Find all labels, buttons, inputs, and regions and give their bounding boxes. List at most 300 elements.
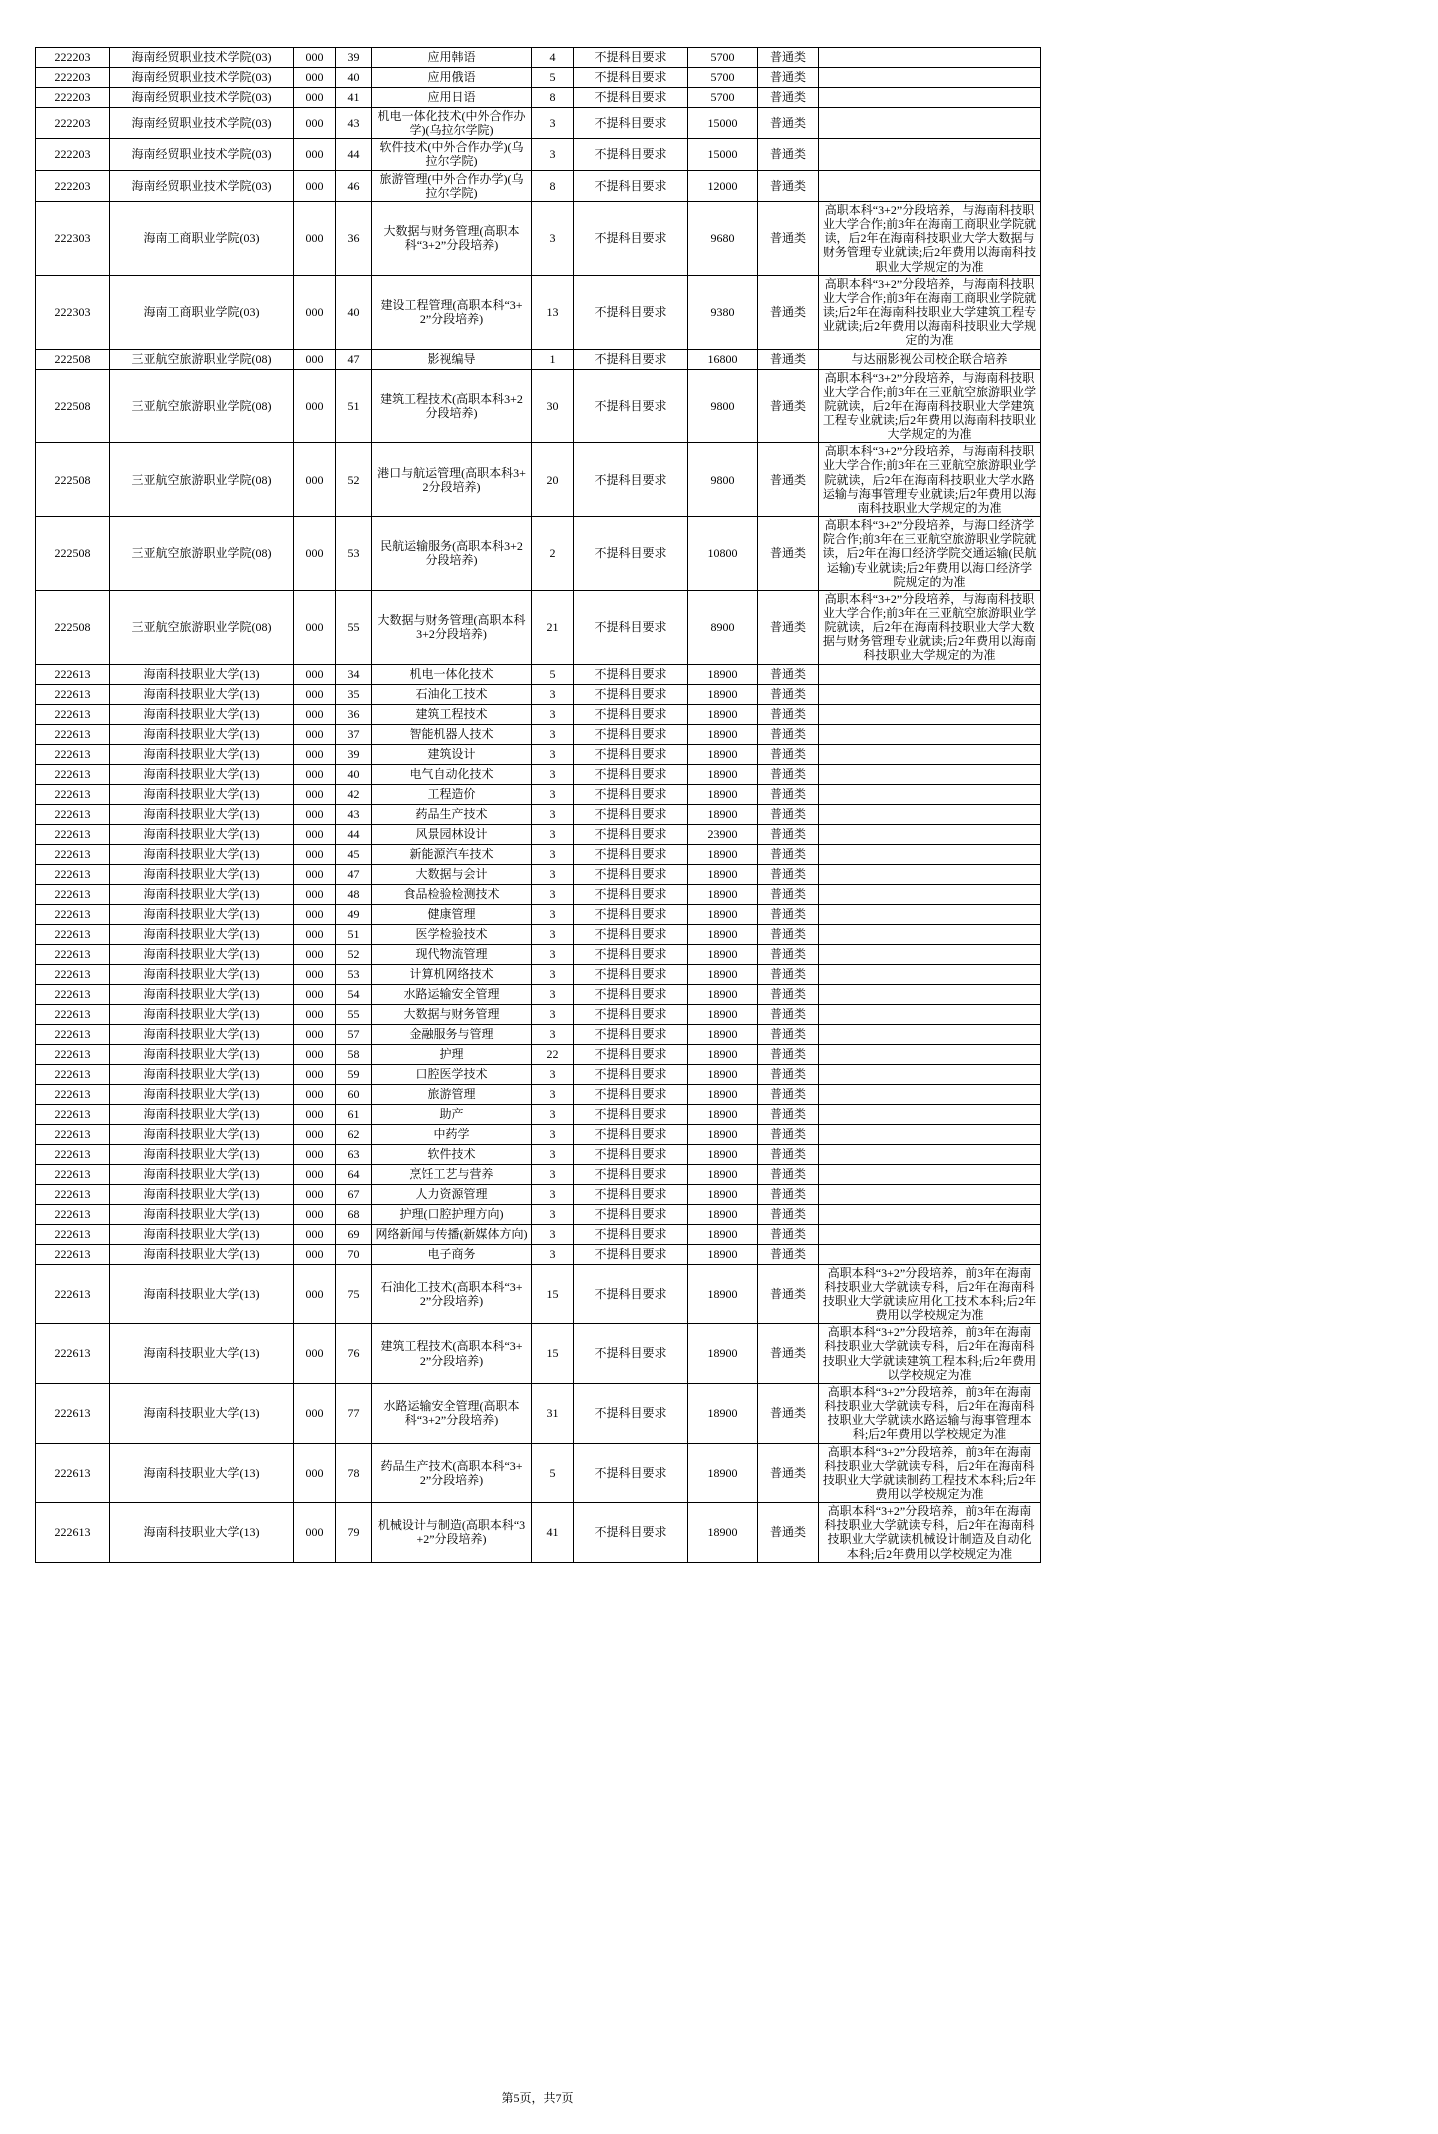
- tuition-cell: 18900: [688, 784, 758, 804]
- batch-code-cell: 000: [294, 1024, 336, 1044]
- college-name-cell: 海南科技职业大学(13): [110, 844, 294, 864]
- college-name-cell: 海南科技职业大学(13): [110, 1024, 294, 1044]
- college-name-cell: 海南科技职业大学(13): [110, 744, 294, 764]
- remark-cell: [819, 1204, 1041, 1224]
- batch-code-cell: 000: [294, 764, 336, 784]
- plan-count-cell: 30: [532, 369, 574, 443]
- college-code-cell: 222613: [36, 764, 110, 784]
- tuition-cell: 18900: [688, 884, 758, 904]
- college-code-cell: 222613: [36, 1124, 110, 1144]
- college-code-cell: 222613: [36, 864, 110, 884]
- major-code-cell: 53: [336, 964, 372, 984]
- remark-cell: [819, 704, 1041, 724]
- batch-code-cell: 000: [294, 1503, 336, 1563]
- major-code-cell: 51: [336, 369, 372, 443]
- major-code-cell: 40: [336, 764, 372, 784]
- college-code-cell: 222613: [36, 684, 110, 704]
- college-code-cell: 222613: [36, 784, 110, 804]
- batch-code-cell: 000: [294, 68, 336, 88]
- remark-cell: [819, 764, 1041, 784]
- plan-count-cell: 3: [532, 944, 574, 964]
- category-cell: 普通类: [758, 1184, 819, 1204]
- category-cell: 普通类: [758, 864, 819, 884]
- college-code-cell: 222613: [36, 724, 110, 744]
- tuition-cell: 18900: [688, 864, 758, 884]
- plan-count-cell: 4: [532, 48, 574, 68]
- tuition-cell: 15000: [688, 139, 758, 170]
- subject-requirement-cell: 不提科目要求: [574, 349, 688, 369]
- college-name-cell: 海南科技职业大学(13): [110, 724, 294, 744]
- page-number: 第5页，共7页: [501, 2091, 574, 2105]
- remark-cell: [819, 1044, 1041, 1064]
- major-name-cell: 影视编导: [372, 349, 532, 369]
- tuition-cell: 18900: [688, 1144, 758, 1164]
- category-cell: 普通类: [758, 170, 819, 201]
- batch-code-cell: 000: [294, 517, 336, 591]
- category-cell: 普通类: [758, 139, 819, 170]
- college-name-cell: 海南科技职业大学(13): [110, 1104, 294, 1124]
- table-row: [36, 1124, 1041, 1144]
- college-code-cell: 222203: [36, 68, 110, 88]
- major-code-cell: 49: [336, 904, 372, 924]
- batch-code-cell: 000: [294, 1164, 336, 1184]
- college-code-cell: 222613: [36, 664, 110, 684]
- college-name-cell: 海南科技职业大学(13): [110, 924, 294, 944]
- tuition-cell: 15000: [688, 108, 758, 139]
- major-name-cell: 智能机器人技术: [372, 724, 532, 744]
- remark-cell: [819, 864, 1041, 884]
- college-name-cell: 三亚航空旅游职业学院(08): [110, 369, 294, 443]
- plan-count-cell: 3: [532, 1124, 574, 1144]
- remark-cell: [819, 1224, 1041, 1244]
- tuition-cell: 18900: [688, 1084, 758, 1104]
- subject-requirement-cell: 不提科目要求: [574, 664, 688, 684]
- batch-code-cell: 000: [294, 664, 336, 684]
- subject-requirement-cell: 不提科目要求: [574, 784, 688, 804]
- college-code-cell: 222508: [36, 349, 110, 369]
- category-cell: 普通类: [758, 984, 819, 1004]
- college-name-cell: 海南工商职业学院(03): [110, 275, 294, 349]
- plan-count-cell: 3: [532, 201, 574, 275]
- plan-table: [35, 47, 1041, 1563]
- tuition-cell: 18900: [688, 724, 758, 744]
- college-code-cell: 222613: [36, 884, 110, 904]
- plan-count-cell: 3: [532, 824, 574, 844]
- major-code-cell: 44: [336, 824, 372, 844]
- major-code-cell: 55: [336, 590, 372, 664]
- tuition-cell: 16800: [688, 349, 758, 369]
- subject-requirement-cell: 不提科目要求: [574, 944, 688, 964]
- tuition-cell: 18900: [688, 764, 758, 784]
- batch-code-cell: 000: [294, 48, 336, 68]
- major-code-cell: 54: [336, 984, 372, 1004]
- college-code-cell: 222613: [36, 1244, 110, 1264]
- table-row: [36, 68, 1041, 88]
- subject-requirement-cell: 不提科目要求: [574, 443, 688, 517]
- table-row: [36, 369, 1041, 443]
- table-row: [36, 1244, 1041, 1264]
- college-code-cell: 222613: [36, 944, 110, 964]
- batch-code-cell: 000: [294, 884, 336, 904]
- category-cell: 普通类: [758, 884, 819, 904]
- major-code-cell: 36: [336, 201, 372, 275]
- tuition-cell: 18900: [688, 1004, 758, 1024]
- major-name-cell: 网络新闻与传播(新媒体方向): [372, 1224, 532, 1244]
- batch-code-cell: 000: [294, 1204, 336, 1224]
- category-cell: 普通类: [758, 517, 819, 591]
- college-code-cell: 222613: [36, 1064, 110, 1084]
- remark-cell: [819, 784, 1041, 804]
- tuition-cell: 18900: [688, 1044, 758, 1064]
- table-row: [36, 1503, 1041, 1563]
- remark-cell: [819, 1104, 1041, 1124]
- major-code-cell: 63: [336, 1144, 372, 1164]
- table-row: [36, 784, 1041, 804]
- college-code-cell: 222203: [36, 48, 110, 68]
- subject-requirement-cell: 不提科目要求: [574, 704, 688, 724]
- category-cell: 普通类: [758, 1104, 819, 1124]
- major-name-cell: 机电一体化技术: [372, 664, 532, 684]
- college-name-cell: 海南经贸职业技术学院(03): [110, 139, 294, 170]
- college-name-cell: 海南科技职业大学(13): [110, 904, 294, 924]
- college-code-cell: 222613: [36, 1383, 110, 1443]
- table-row: [36, 684, 1041, 704]
- college-name-cell: 海南科技职业大学(13): [110, 1264, 294, 1324]
- batch-code-cell: 000: [294, 590, 336, 664]
- college-code-cell: 222203: [36, 170, 110, 201]
- major-name-cell: 计算机网络技术: [372, 964, 532, 984]
- major-name-cell: 人力资源管理: [372, 1184, 532, 1204]
- category-cell: 普通类: [758, 1503, 819, 1563]
- college-name-cell: 海南经贸职业技术学院(03): [110, 170, 294, 201]
- plan-count-cell: 8: [532, 88, 574, 108]
- college-name-cell: 海南科技职业大学(13): [110, 884, 294, 904]
- remark-cell: 高职本科“3+2”分段培养，前3年在海南科技职业大学就读专科，后2年在海南科技职业大学就读水路运输与海事管理本科;后2年费用以学校规定为准: [819, 1383, 1041, 1443]
- major-name-cell: 食品检验检测技术: [372, 884, 532, 904]
- major-name-cell: 建筑工程技术: [372, 704, 532, 724]
- category-cell: 普通类: [758, 804, 819, 824]
- major-name-cell: 建筑工程技术(高职本科“3+2”分段培养): [372, 1324, 532, 1384]
- major-name-cell: 电子商务: [372, 1244, 532, 1264]
- plan-count-cell: 3: [532, 1144, 574, 1164]
- table-row: [36, 864, 1041, 884]
- plan-count-cell: 15: [532, 1264, 574, 1324]
- college-code-cell: 222303: [36, 201, 110, 275]
- category-cell: 普通类: [758, 1443, 819, 1503]
- tuition-cell: 5700: [688, 48, 758, 68]
- subject-requirement-cell: 不提科目要求: [574, 275, 688, 349]
- tuition-cell: 18900: [688, 924, 758, 944]
- subject-requirement-cell: 不提科目要求: [574, 1124, 688, 1144]
- college-name-cell: 海南经贸职业技术学院(03): [110, 68, 294, 88]
- table-row: [36, 1024, 1041, 1044]
- college-name-cell: 三亚航空旅游职业学院(08): [110, 349, 294, 369]
- category-cell: 普通类: [758, 764, 819, 784]
- college-name-cell: 海南科技职业大学(13): [110, 1164, 294, 1184]
- table-row: [36, 1104, 1041, 1124]
- table-row: [36, 804, 1041, 824]
- plan-count-cell: 3: [532, 1204, 574, 1224]
- batch-code-cell: 000: [294, 984, 336, 1004]
- category-cell: 普通类: [758, 369, 819, 443]
- major-code-cell: 47: [336, 349, 372, 369]
- category-cell: 普通类: [758, 1024, 819, 1044]
- college-name-cell: 三亚航空旅游职业学院(08): [110, 517, 294, 591]
- major-code-cell: 69: [336, 1224, 372, 1244]
- college-code-cell: 222613: [36, 1104, 110, 1124]
- subject-requirement-cell: 不提科目要求: [574, 804, 688, 824]
- college-name-cell: 海南科技职业大学(13): [110, 684, 294, 704]
- major-name-cell: 助产: [372, 1104, 532, 1124]
- college-code-cell: 222613: [36, 984, 110, 1004]
- category-cell: 普通类: [758, 1144, 819, 1164]
- major-name-cell: 大数据与会计: [372, 864, 532, 884]
- tuition-cell: 18900: [688, 1104, 758, 1124]
- major-name-cell: 建筑工程技术(高职本科3+2分段培养): [372, 369, 532, 443]
- table-row: [36, 1184, 1041, 1204]
- plan-count-cell: 3: [532, 1244, 574, 1264]
- subject-requirement-cell: 不提科目要求: [574, 964, 688, 984]
- plan-count-cell: 20: [532, 443, 574, 517]
- table-row: [36, 1164, 1041, 1184]
- batch-code-cell: 000: [294, 443, 336, 517]
- table-row: [36, 1264, 1041, 1324]
- major-code-cell: 75: [336, 1264, 372, 1324]
- subject-requirement-cell: 不提科目要求: [574, 1164, 688, 1184]
- category-cell: 普通类: [758, 904, 819, 924]
- batch-code-cell: 000: [294, 1443, 336, 1503]
- remark-cell: 高职本科“3+2”分段培养，前3年在海南科技职业大学就读专科，后2年在海南科技职业大学就读制药工程技术本科;后2年费用以学校规定为准: [819, 1443, 1041, 1503]
- batch-code-cell: 000: [294, 1064, 336, 1084]
- college-code-cell: 222613: [36, 1144, 110, 1164]
- table-row: [36, 944, 1041, 964]
- college-code-cell: 222613: [36, 844, 110, 864]
- college-name-cell: 海南科技职业大学(13): [110, 944, 294, 964]
- table-row: [36, 275, 1041, 349]
- plan-count-cell: 3: [532, 1064, 574, 1084]
- plan-count-cell: 41: [532, 1503, 574, 1563]
- category-cell: 普通类: [758, 88, 819, 108]
- major-code-cell: 44: [336, 139, 372, 170]
- batch-code-cell: 000: [294, 944, 336, 964]
- subject-requirement-cell: 不提科目要求: [574, 684, 688, 704]
- subject-requirement-cell: 不提科目要求: [574, 1224, 688, 1244]
- subject-requirement-cell: 不提科目要求: [574, 1204, 688, 1224]
- batch-code-cell: 000: [294, 1004, 336, 1024]
- subject-requirement-cell: 不提科目要求: [574, 108, 688, 139]
- major-name-cell: 软件技术(中外合作办学)(乌拉尔学院): [372, 139, 532, 170]
- major-name-cell: 民航运输服务(高职本科3+2分段培养): [372, 517, 532, 591]
- college-name-cell: 海南科技职业大学(13): [110, 1144, 294, 1164]
- batch-code-cell: 000: [294, 844, 336, 864]
- plan-count-cell: 22: [532, 1044, 574, 1064]
- college-code-cell: 222203: [36, 139, 110, 170]
- batch-code-cell: 000: [294, 1244, 336, 1264]
- college-code-cell: 222203: [36, 108, 110, 139]
- subject-requirement-cell: 不提科目要求: [574, 170, 688, 201]
- table-row: [36, 984, 1041, 1004]
- subject-requirement-cell: 不提科目要求: [574, 48, 688, 68]
- category-cell: 普通类: [758, 1224, 819, 1244]
- major-code-cell: 79: [336, 1503, 372, 1563]
- batch-code-cell: 000: [294, 170, 336, 201]
- college-name-cell: 海南科技职业大学(13): [110, 804, 294, 824]
- major-name-cell: 药品生产技术: [372, 804, 532, 824]
- batch-code-cell: 000: [294, 201, 336, 275]
- plan-count-cell: 3: [532, 984, 574, 1004]
- table-row: [36, 664, 1041, 684]
- major-code-cell: 77: [336, 1383, 372, 1443]
- category-cell: 普通类: [758, 1164, 819, 1184]
- remark-cell: [819, 1024, 1041, 1044]
- batch-code-cell: 000: [294, 804, 336, 824]
- subject-requirement-cell: 不提科目要求: [574, 864, 688, 884]
- table-row: [36, 904, 1041, 924]
- subject-requirement-cell: 不提科目要求: [574, 369, 688, 443]
- tuition-cell: 18900: [688, 964, 758, 984]
- college-name-cell: 海南科技职业大学(13): [110, 1503, 294, 1563]
- remark-cell: 高职本科“3+2”分段培养，与海南科技职业大学合作;前3年在三亚航空旅游职业学院就读，后2年在海南科技职业大学水路运输与海事管理专业就读;后2年费用以海南科技职业大学规定的为准: [819, 443, 1041, 517]
- category-cell: 普通类: [758, 1324, 819, 1384]
- batch-code-cell: 000: [294, 704, 336, 724]
- plan-count-cell: 3: [532, 804, 574, 824]
- tuition-cell: 9680: [688, 201, 758, 275]
- college-name-cell: 海南科技职业大学(13): [110, 1004, 294, 1024]
- batch-code-cell: 000: [294, 1144, 336, 1164]
- batch-code-cell: 000: [294, 275, 336, 349]
- batch-code-cell: 000: [294, 1044, 336, 1064]
- table-row: [36, 1084, 1041, 1104]
- major-code-cell: 59: [336, 1064, 372, 1084]
- category-cell: 普通类: [758, 1124, 819, 1144]
- remark-cell: [819, 108, 1041, 139]
- major-code-cell: 36: [336, 704, 372, 724]
- batch-code-cell: 000: [294, 1104, 336, 1124]
- tuition-cell: 18900: [688, 1264, 758, 1324]
- tuition-cell: 18900: [688, 1204, 758, 1224]
- major-name-cell: 大数据与财务管理(高职本科3+2分段培养): [372, 590, 532, 664]
- tuition-cell: 9800: [688, 369, 758, 443]
- subject-requirement-cell: 不提科目要求: [574, 1443, 688, 1503]
- tuition-cell: 18900: [688, 1124, 758, 1144]
- college-name-cell: 海南经贸职业技术学院(03): [110, 108, 294, 139]
- plan-count-cell: 3: [532, 1184, 574, 1204]
- tuition-cell: 18900: [688, 1064, 758, 1084]
- plan-count-cell: 3: [532, 704, 574, 724]
- major-name-cell: 软件技术: [372, 1144, 532, 1164]
- major-name-cell: 应用韩语: [372, 48, 532, 68]
- major-code-cell: 62: [336, 1124, 372, 1144]
- college-code-cell: 222613: [36, 1084, 110, 1104]
- tuition-cell: 5700: [688, 68, 758, 88]
- major-name-cell: 旅游管理(中外合作办学)(乌拉尔学院): [372, 170, 532, 201]
- batch-code-cell: 000: [294, 864, 336, 884]
- table-row: [36, 1324, 1041, 1384]
- college-name-cell: 海南经贸职业技术学院(03): [110, 88, 294, 108]
- plan-table-body: [36, 48, 1041, 1563]
- college-code-cell: 222613: [36, 1204, 110, 1224]
- remark-cell: [819, 170, 1041, 201]
- subject-requirement-cell: 不提科目要求: [574, 1264, 688, 1324]
- subject-requirement-cell: 不提科目要求: [574, 1383, 688, 1443]
- tuition-cell: 18900: [688, 844, 758, 864]
- subject-requirement-cell: 不提科目要求: [574, 68, 688, 88]
- remark-cell: [819, 884, 1041, 904]
- batch-code-cell: 000: [294, 1124, 336, 1144]
- plan-count-cell: 15: [532, 1324, 574, 1384]
- college-code-cell: 222303: [36, 275, 110, 349]
- remark-cell: [819, 139, 1041, 170]
- subject-requirement-cell: 不提科目要求: [574, 1024, 688, 1044]
- table-row: [36, 590, 1041, 664]
- tuition-cell: 5700: [688, 88, 758, 108]
- table-row: [36, 884, 1041, 904]
- remark-cell: [819, 984, 1041, 1004]
- major-code-cell: 37: [336, 724, 372, 744]
- table-row: [36, 88, 1041, 108]
- subject-requirement-cell: 不提科目要求: [574, 1324, 688, 1384]
- subject-requirement-cell: 不提科目要求: [574, 201, 688, 275]
- subject-requirement-cell: 不提科目要求: [574, 724, 688, 744]
- major-name-cell: 金融服务与管理: [372, 1024, 532, 1044]
- major-name-cell: 工程造价: [372, 784, 532, 804]
- remark-cell: [819, 964, 1041, 984]
- tuition-cell: 18900: [688, 1184, 758, 1204]
- plan-count-cell: 3: [532, 1104, 574, 1124]
- major-code-cell: 43: [336, 804, 372, 824]
- major-name-cell: 水路运输安全管理: [372, 984, 532, 1004]
- table-row: [36, 744, 1041, 764]
- college-name-cell: 海南科技职业大学(13): [110, 1204, 294, 1224]
- remark-cell: 与达丽影视公司校企联合培养: [819, 349, 1041, 369]
- plan-count-cell: 3: [532, 904, 574, 924]
- tuition-cell: 18900: [688, 1244, 758, 1264]
- college-name-cell: 海南科技职业大学(13): [110, 1064, 294, 1084]
- plan-count-cell: 3: [532, 784, 574, 804]
- remark-cell: 高职本科“3+2”分段培养，与海南科技职业大学合作;前3年在三亚航空旅游职业学院就读，后2年在海南科技职业大学大数据与财务管理专业就读;后2年费用以海南科技职业大学规定的为准: [819, 590, 1041, 664]
- major-code-cell: 41: [336, 88, 372, 108]
- batch-code-cell: 000: [294, 139, 336, 170]
- college-name-cell: 海南科技职业大学(13): [110, 1324, 294, 1384]
- remark-cell: [819, 1164, 1041, 1184]
- college-code-cell: 222508: [36, 517, 110, 591]
- batch-code-cell: 000: [294, 1184, 336, 1204]
- category-cell: 普通类: [758, 944, 819, 964]
- batch-code-cell: 000: [294, 824, 336, 844]
- remark-cell: [819, 804, 1041, 824]
- plan-count-cell: 3: [532, 1164, 574, 1184]
- tuition-cell: 18900: [688, 1443, 758, 1503]
- subject-requirement-cell: 不提科目要求: [574, 884, 688, 904]
- remark-cell: [819, 684, 1041, 704]
- major-name-cell: 新能源汽车技术: [372, 844, 532, 864]
- table-row: [36, 724, 1041, 744]
- tuition-cell: 23900: [688, 824, 758, 844]
- major-code-cell: 76: [336, 1324, 372, 1384]
- major-name-cell: 港口与航运管理(高职本科3+2分段培养): [372, 443, 532, 517]
- subject-requirement-cell: 不提科目要求: [574, 1244, 688, 1264]
- batch-code-cell: 000: [294, 784, 336, 804]
- major-name-cell: 旅游管理: [372, 1084, 532, 1104]
- tuition-cell: 18900: [688, 664, 758, 684]
- plan-count-cell: 3: [532, 1224, 574, 1244]
- tuition-cell: 18900: [688, 804, 758, 824]
- table-row: [36, 1204, 1041, 1224]
- category-cell: 普通类: [758, 201, 819, 275]
- batch-code-cell: 000: [294, 964, 336, 984]
- major-code-cell: 34: [336, 664, 372, 684]
- table-row: [36, 824, 1041, 844]
